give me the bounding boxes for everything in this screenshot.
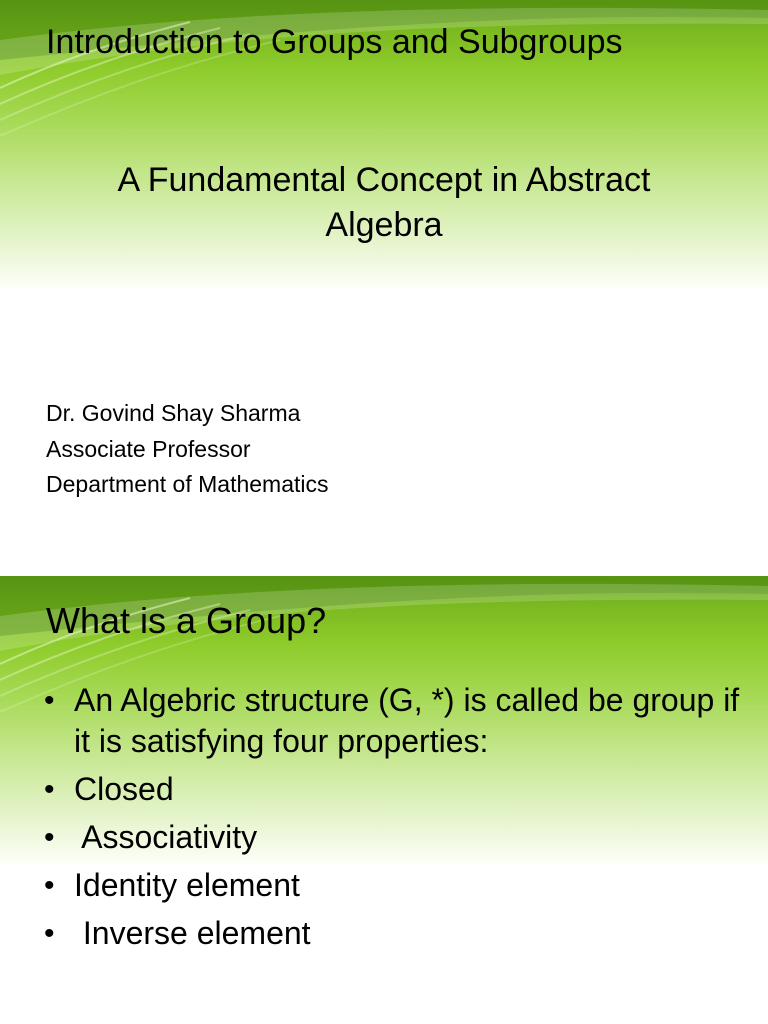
- bullet-icon: •: [44, 684, 55, 717]
- subtitle-line: A Fundamental Concept in Abstract: [117, 161, 651, 199]
- list-item: [44, 769, 744, 810]
- list-item: [44, 680, 744, 762]
- author-role: Associate Professor: [46, 435, 251, 462]
- slide-subtitle: [0, 158, 768, 248]
- slide-title: What is a Group?: [46, 600, 327, 641]
- bullet-icon: •: [44, 773, 55, 806]
- list-item: [44, 913, 744, 954]
- slide-title: Introduction to Groups and Subgroups: [46, 23, 623, 61]
- list-item-text: Inverse element: [74, 915, 311, 951]
- list-item-text: Associativity: [74, 819, 258, 855]
- author-name: Dr. Govind Shay Sharma: [46, 400, 301, 426]
- author-department: Department of Mathematics: [46, 471, 329, 497]
- bullet-icon: •: [44, 821, 55, 854]
- list-item-text: Identity element: [74, 867, 300, 903]
- author-block: [46, 396, 329, 503]
- bullet-icon: •: [44, 917, 55, 950]
- content-slide: [0, 576, 768, 1024]
- bullet-list: [44, 680, 744, 961]
- list-item-text: Closed: [74, 771, 174, 807]
- list-item: [44, 865, 744, 906]
- list-item-text: An Algebric structure (G, *) is called be group if it is satisfying four properties:: [74, 682, 740, 759]
- list-item: [44, 817, 744, 858]
- subtitle-line: Algebra: [325, 206, 443, 244]
- bullet-icon: •: [44, 869, 55, 902]
